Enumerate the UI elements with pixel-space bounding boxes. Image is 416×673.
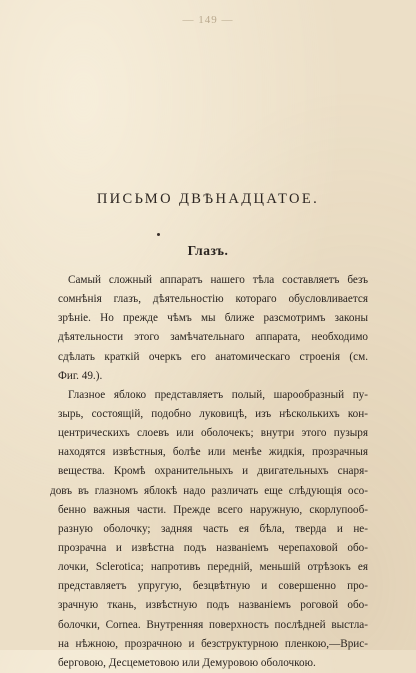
text-line: довъ въ глазномъ яблокѣ надо различать еще слѣдующія осо-: [50, 484, 368, 497]
text-line: сомнѣнія глазъ, дѣятельностію котораго обусловливается: [58, 293, 368, 306]
text-line: на нѣжною, прозрачною и безструктурною пленкою,—Врис-: [58, 637, 368, 650]
text-line: сдѣлать краткій очеркъ его анатомическаго строенія (см.: [58, 350, 368, 363]
text-line: зрѣніе. Но прежде чѣмъ мы ближе разсмотримъ законы: [58, 312, 368, 325]
section-title: Глазъ.: [187, 243, 229, 258]
text-line: зрачную ткань, извѣстную подъ названіемъ роговой обо-: [58, 599, 368, 612]
text-line: представляетъ упругую, безцвѣтную и совершенно про-: [58, 580, 368, 593]
text-line: разную оболочку; задняя часть ея бѣла, тверда и не-: [58, 522, 368, 535]
ornament-dot: [157, 233, 160, 236]
page-number: — 149 —: [182, 14, 234, 26]
text-line: находятся извѣстныя, болѣе или менѣе жидкія, прозрачныя: [58, 446, 368, 459]
text-line: лочки, Sclerotica; напротивъ передній, меньшій отрѣзокъ ея: [58, 561, 368, 574]
body-text: [50, 271, 368, 673]
text-line: Фиг. 49.).: [58, 369, 103, 382]
text-line: бенно важныя части. Прежде всего наружную, скорлупооб-: [58, 503, 368, 516]
text-line: дѣятельности этого замѣчательнаго аппарата, необходимо: [58, 331, 368, 344]
text-line: Глазное яблоко представляетъ полый, шарообразный пу-: [68, 388, 368, 401]
text-line: вещества. Кромѣ охранительныхъ и двигательныхъ снаря-: [58, 465, 368, 478]
text-line: болочки, Cornea. Внутренняя поверхность послѣдней выстла-: [58, 618, 368, 631]
text-line: прозрачна и извѣстна подъ названіемъ черепаховой обо-: [58, 541, 368, 554]
text-line: центрическихъ слоевъ или оболочекъ; внутри этого пузыря: [58, 427, 368, 440]
chapter-title: ПИСЬМО ДВѢНАДЦАТОЕ.: [96, 191, 320, 207]
text-line: Самый сложный аппаратъ нашего тѣла составляетъ безъ: [68, 274, 368, 286]
text-line: зырь, состоящій, подобно луковицѣ, изъ нѣсколькихъ кон-: [58, 407, 368, 420]
text-line: берговою, Десцеметовою или Демуровою оболочкою.: [58, 656, 316, 669]
